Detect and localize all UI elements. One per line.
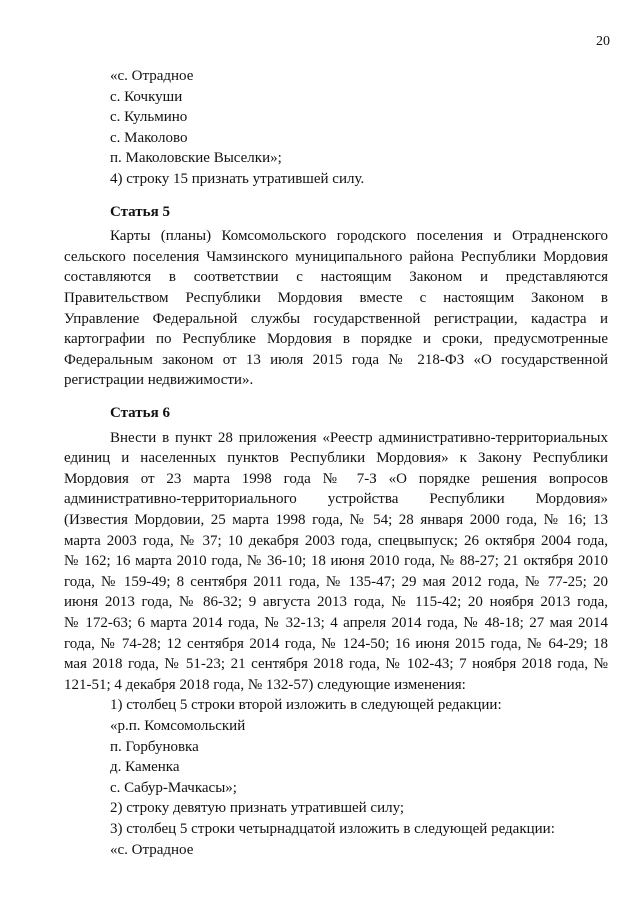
paragraph-line: 121-51; 4 декабря 2018 года, № 132-57) следующие изменения: [64, 677, 466, 693]
list-item: «с. Отрадное [110, 68, 194, 84]
page-number: 20 [596, 34, 610, 49]
paragraph-line: единиц и населенных пунктов Республики Мордовия» к Закону Республики [64, 450, 608, 466]
paragraph-line: мая 2018 года, № 51-23; 21 сентября 2018 года, № 102-43; 7 ноября 2018 года, № [64, 656, 608, 672]
list-item: «с. Отрадное [110, 842, 194, 858]
list-item: с. Кочкуши [110, 89, 183, 105]
paragraph-line: № 172-63; 6 марта 2014 года, № 32-13; 4 апреля 2014 года, № 48-18; 27 мая 2014 [64, 615, 608, 631]
list-item: «р.п. Комсомольский [110, 718, 246, 734]
article-5-heading: Статья 5 [110, 204, 170, 220]
list-item: д. Каменка [110, 759, 180, 775]
paragraph-line: составляются в соответствии с настоящим Законом и представляются [64, 269, 608, 285]
list-item: п. Маколовские Выселки»; [110, 150, 282, 166]
paragraph-line: Карты (планы) Комсомольского городского поселения и Отрадненского [110, 228, 608, 244]
paragraph-line: Федеральным законом от 13 июля 2015 года № 218-ФЗ «О государственной [64, 352, 608, 368]
paragraph-line: июня 2013 года, № 86-32; 9 августа 2013 года, № 115-42; 20 ноября 2013 года, [64, 594, 608, 610]
paragraph-line: картографии по Республике Мордовия в порядке и сроки, предусмотренные [64, 331, 608, 347]
paragraph-line: регистрации недвижимости». [64, 372, 254, 388]
paragraph-line: сельского поселения Чамзинского муниципального района Республики Мордовия [64, 249, 608, 265]
paragraph-line: года, № 159-49; 8 сентября 2011 года, № 135-47; 29 мая 2012 года, № 77-25; 20 [64, 574, 608, 590]
list-item: 1) столбец 5 строки второй изложить в следующей редакции: [110, 697, 502, 713]
paragraph-line: Управление Федеральной службы государственной регистрации, кадастра и [64, 311, 608, 327]
paragraph-line: Правительством Республики Мордовия вместе с настоящим Законом в [64, 290, 608, 306]
paragraph-line: административно-территориального устройства Республики Мордовия» [64, 491, 608, 507]
list-item: с. Маколово [110, 130, 188, 146]
paragraph-line: Внести в пункт 28 приложения «Реестр административно-территориальных [110, 430, 608, 446]
paragraph-line: № 162; 16 марта 2010 года, № 36-10; 18 июня 2010 года, № 88-27; 21 октября 2010 [64, 553, 608, 569]
paragraph-line: Мордовия от 23 марта 1998 года № 7-З «О порядке решения вопросов [64, 471, 608, 487]
list-item: 4) строку 15 признать утратившей силу. [110, 171, 365, 187]
paragraph-line: (Известия Мордовии, 25 марта 1998 года, № 54; 28 января 2000 года, № 16; 13 [64, 512, 608, 528]
article-6-heading: Статья 6 [110, 405, 170, 421]
list-item: 2) строку девятую признать утратившей силу; [110, 800, 405, 816]
list-item: с. Сабур-Мачкасы»; [110, 780, 237, 796]
paragraph-line: года, № 74-28; 12 сентября 2014 года, № 124-50; 16 июня 2015 года, № 64-29; 18 [64, 636, 608, 652]
list-item: с. Кульмино [110, 109, 188, 125]
list-item: п. Горбуновка [110, 739, 199, 755]
paragraph-line: марта 2003 года, № 37; 10 декабря 2003 года, спецвыпуск; 26 октября 2004 года, [64, 533, 608, 549]
list-item: 3) столбец 5 строки четырнадцатой изложить в следующей редакции: [110, 821, 555, 837]
